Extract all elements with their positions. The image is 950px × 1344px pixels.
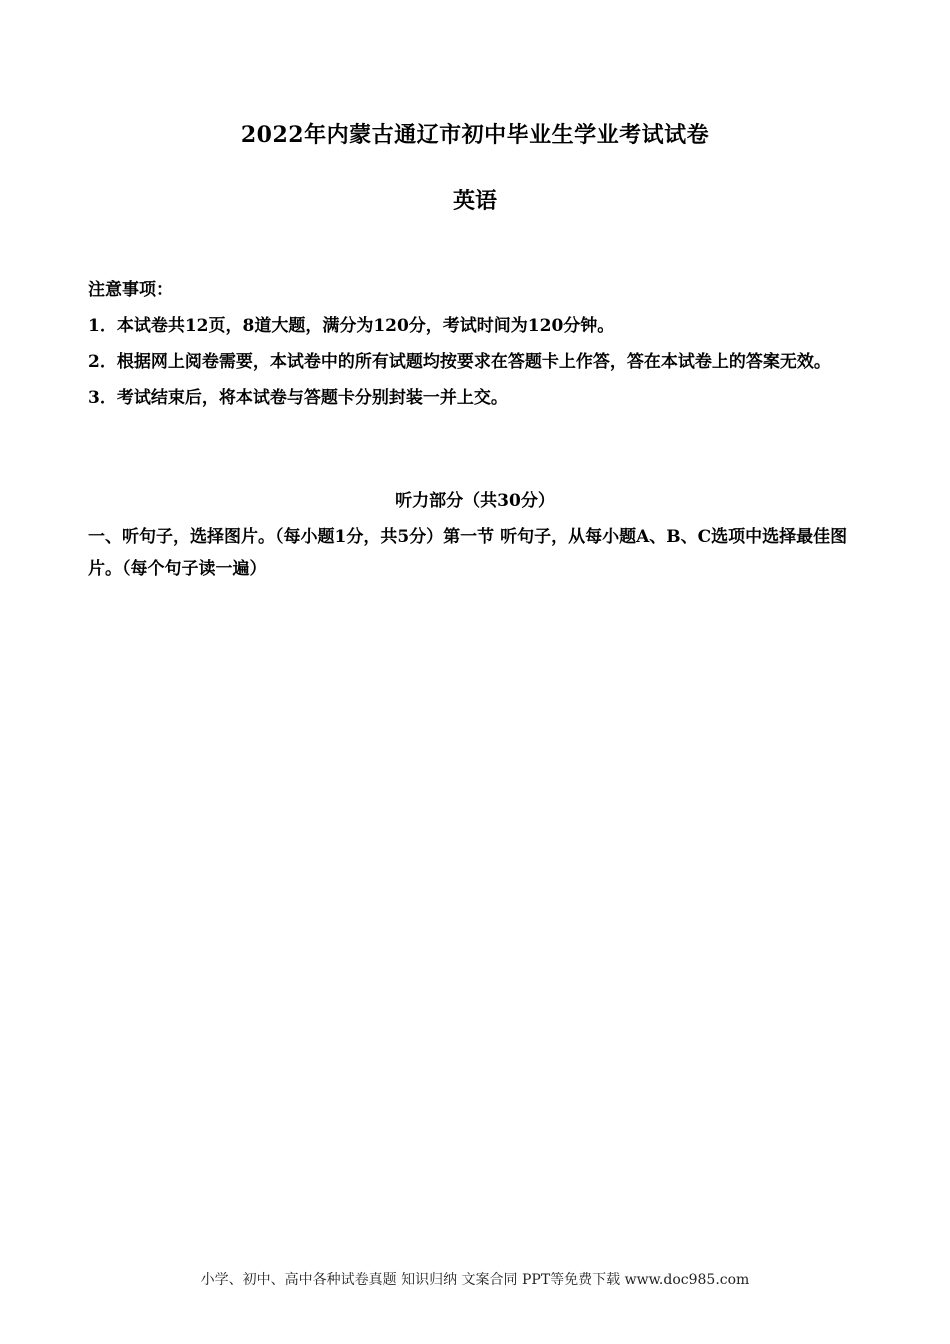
exam-title: 2022年内蒙古通辽市初中毕业生学业考试试卷 [240,122,710,148]
note-item-1: 1．本试卷共12页，8道大题，满分为120分，考试时间为120分钟。 [88,316,615,336]
notes-heading: 注意事项： [88,280,173,300]
notes-section [88,272,868,416]
note-item-3: 3．考试结束后，将本试卷与答题卡分别封装一并上交。 [88,388,508,408]
question-instructions: 一、听句子，选择图片。（每小题1分，共5分）第一节 听句子，从每小题A、B、C选项中选择最佳图片。（每个句子读一遍） [88,527,848,579]
listening-section-heading: 听力部分（共30分） [395,491,555,511]
note-item-2: 2．根据网上阅卷需要，本试卷中的所有试题均按要求在答题卡上作答，答在本试卷上的答案无效。 [88,352,831,372]
subject-heading: 英语 [452,188,497,214]
page-footer: 小学、初中、高中各种试卷真题 知识归纳 文案合同 PPT等免费下载 www.doc985.com [200,1272,750,1288]
